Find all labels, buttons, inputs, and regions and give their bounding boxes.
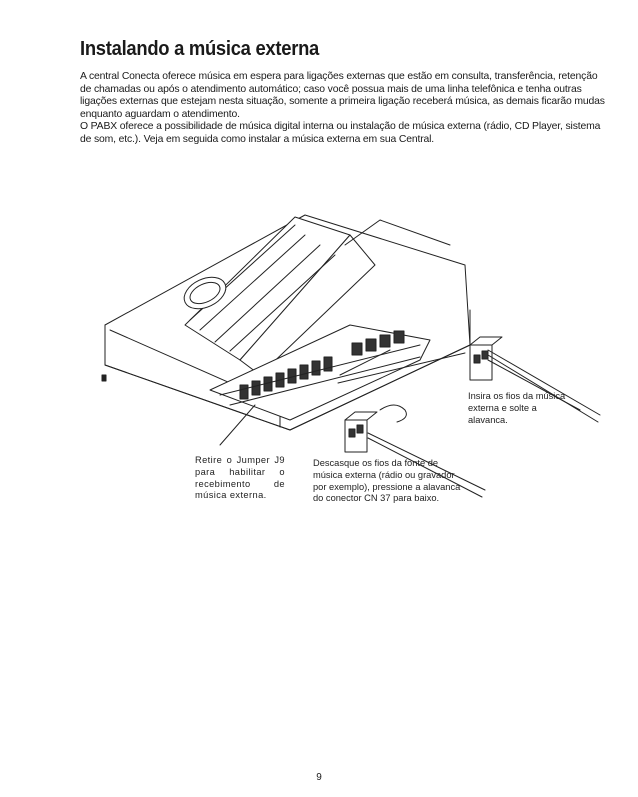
caption-retire: Retire o Jumper J9 para habilitar o recebimento de música externa.: [195, 455, 285, 501]
caption-descasque: Descasque os fios da fonte de música externa (rádio ou gravador por exemplo), pressione a alavanca do conector CN 37 para baixo.: [313, 458, 461, 504]
caption-insira: Insira os fios da música externa e solte a alavanca.: [468, 391, 566, 425]
intro-paragraph-1: A central Conecta oferece música em espera para ligações externas que estão em consulta, transferência, retenção de chamadas ou após o atendimento automático; caso você possua mais de uma linha telefônica e tenha outras ligações externas que estejam nesta situação, somente a primeira ligação receberá música, as demais ficarão mudas enquanto aguardam o atendimento.: [80, 71, 605, 120]
intro-paragraph-2: O PABX oferece a possibilidade de música digital interna ou instalação de música externa (rádio, CD Player, sistema de som, etc.). Veja em seguida como instalar a música externa em sua Central.: [80, 121, 601, 145]
intro-text: [80, 71, 605, 147]
page-number: 9: [316, 772, 322, 783]
page-title: Instalando a música externa: [80, 38, 319, 60]
